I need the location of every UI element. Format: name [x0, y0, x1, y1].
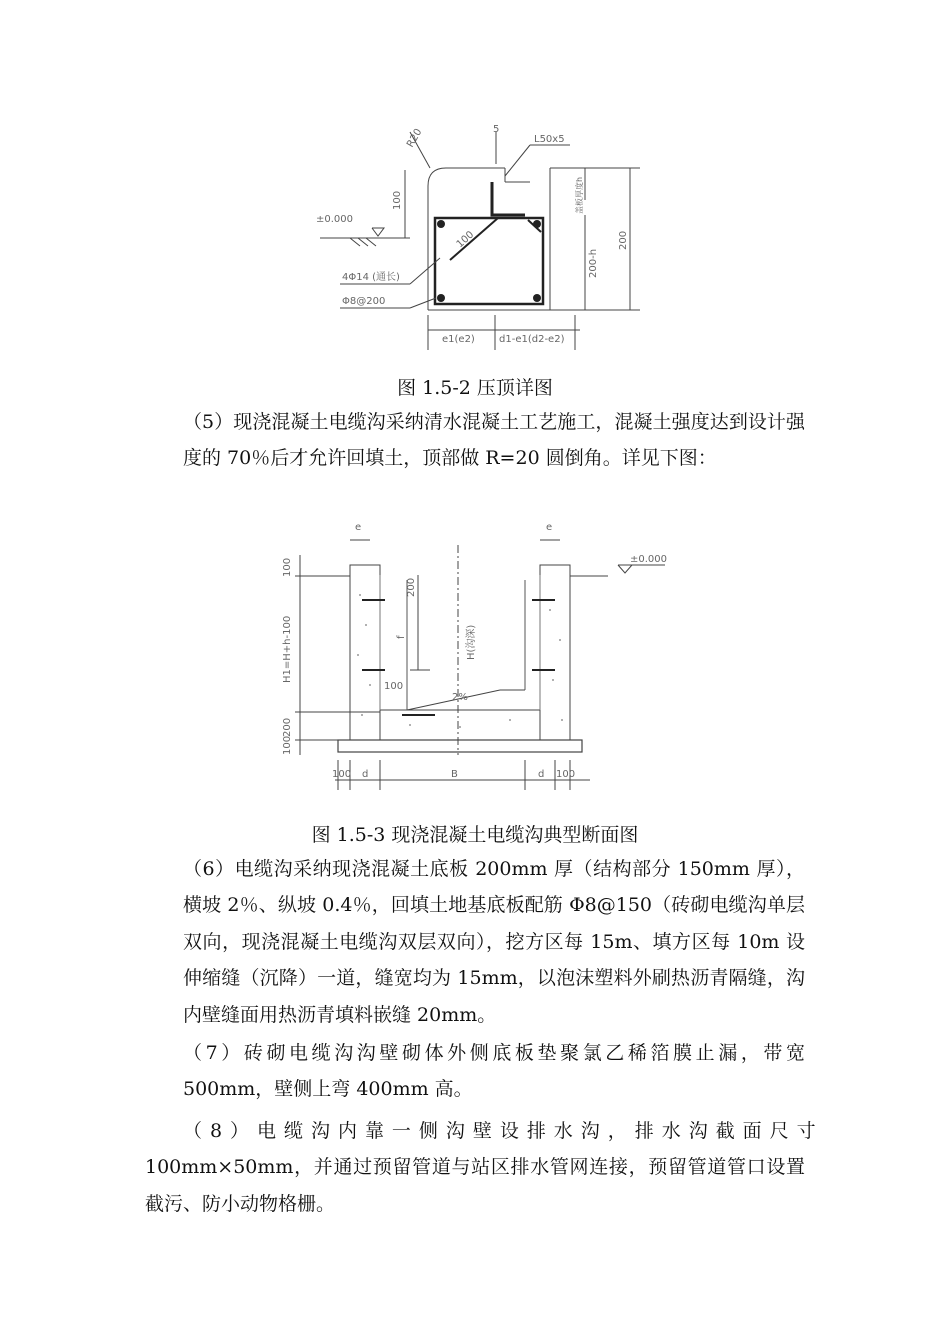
e-right-label: e — [546, 522, 553, 533]
height-200-label-2: 200 — [406, 577, 417, 597]
trench-section-figure — [270, 515, 690, 805]
e1-label: e1(e2) — [442, 334, 475, 345]
figure2-caption: 图 1.5-3 现浇混凝土电缆沟典型断面图 — [311, 824, 639, 846]
coping-detail-figure — [300, 120, 660, 360]
diagonal-100-label: 100 — [454, 229, 477, 251]
height-200-label: 200 — [618, 230, 629, 250]
main-bars-label: 4Φ14 (通长) — [342, 272, 400, 283]
angle-steel-label: L50x5 — [534, 134, 565, 145]
base-100-label: 100 — [282, 735, 293, 755]
r20-label: R20 — [405, 126, 425, 150]
height-100-label: 100 — [392, 190, 403, 210]
elevation-label-2: ±0.000 — [630, 554, 668, 565]
stirrup-label: Φ8@200 — [342, 296, 386, 307]
inner-100-label: 100 — [384, 681, 404, 692]
paragraph-6: （6）电缆沟采纳现浇混凝土底板 200mm 厚（结构部分 150mm 厚），横坡 2％、纵坡 0.4％，回填土地基底板配筋 Φ8@150（砖砌电缆沟单层双向，现浇混凝土电缆沟双层双向），挖方区每 15m、填方区每 10m 设伸缩缝（沉降）一道，缝宽均为 15mm，以泡沫塑料外刷热沥青隔缝，沟内壁缝面用热沥青填料嵌缝 20mm。 — [183, 858, 805, 1026]
e-left-label: e — [355, 522, 362, 533]
five-label: 5 — [493, 124, 500, 135]
d1-label: d1-e1(d2-e2) — [499, 334, 565, 345]
paragraph-5: （5）现浇混凝土电缆沟采纳清水混凝土工艺施工，混凝土强度达到设计强度的 70％后才允许回填土，顶部做 R=20 圆倒角。详见下图： — [183, 411, 805, 470]
bottom-100-left-label: 100 — [332, 769, 352, 780]
top-100-label: 100 — [282, 557, 293, 577]
height-200h-label: 200-h — [588, 248, 599, 278]
d-left-label: d — [362, 769, 369, 780]
bottom-100-right-label: 100 — [556, 769, 576, 780]
slope-label: 2% — [452, 692, 468, 703]
base-200-label: 200 — [282, 717, 293, 737]
paragraph-7: （7）砖砌电缆沟沟壁砌体外侧底板垫聚氯乙稀箔膜止漏，带宽 500mm，壁侧上弯 400mm 高。 — [183, 1042, 805, 1101]
elevation-label: ±0.000 — [316, 214, 354, 225]
d-right-label: d — [538, 769, 545, 780]
f-label: f — [396, 635, 407, 639]
b-width-label: B — [451, 769, 458, 780]
trench-depth-label: H(沟深) — [466, 624, 477, 660]
figure1-caption: 图 1.5-2 压顶详图 — [397, 377, 553, 399]
cover-thickness-label: 盖板厚度h — [575, 176, 584, 214]
paragraph-8: （8）电缆沟内靠一侧沟壁设排水沟，排水沟截面尺寸 100mm×50mm，并通过预留管道与站区排水管网连接，预留管道管口设置截污、防小动物格栅。 — [145, 1120, 824, 1215]
h1-label: H1=H+h-100 — [282, 615, 293, 683]
